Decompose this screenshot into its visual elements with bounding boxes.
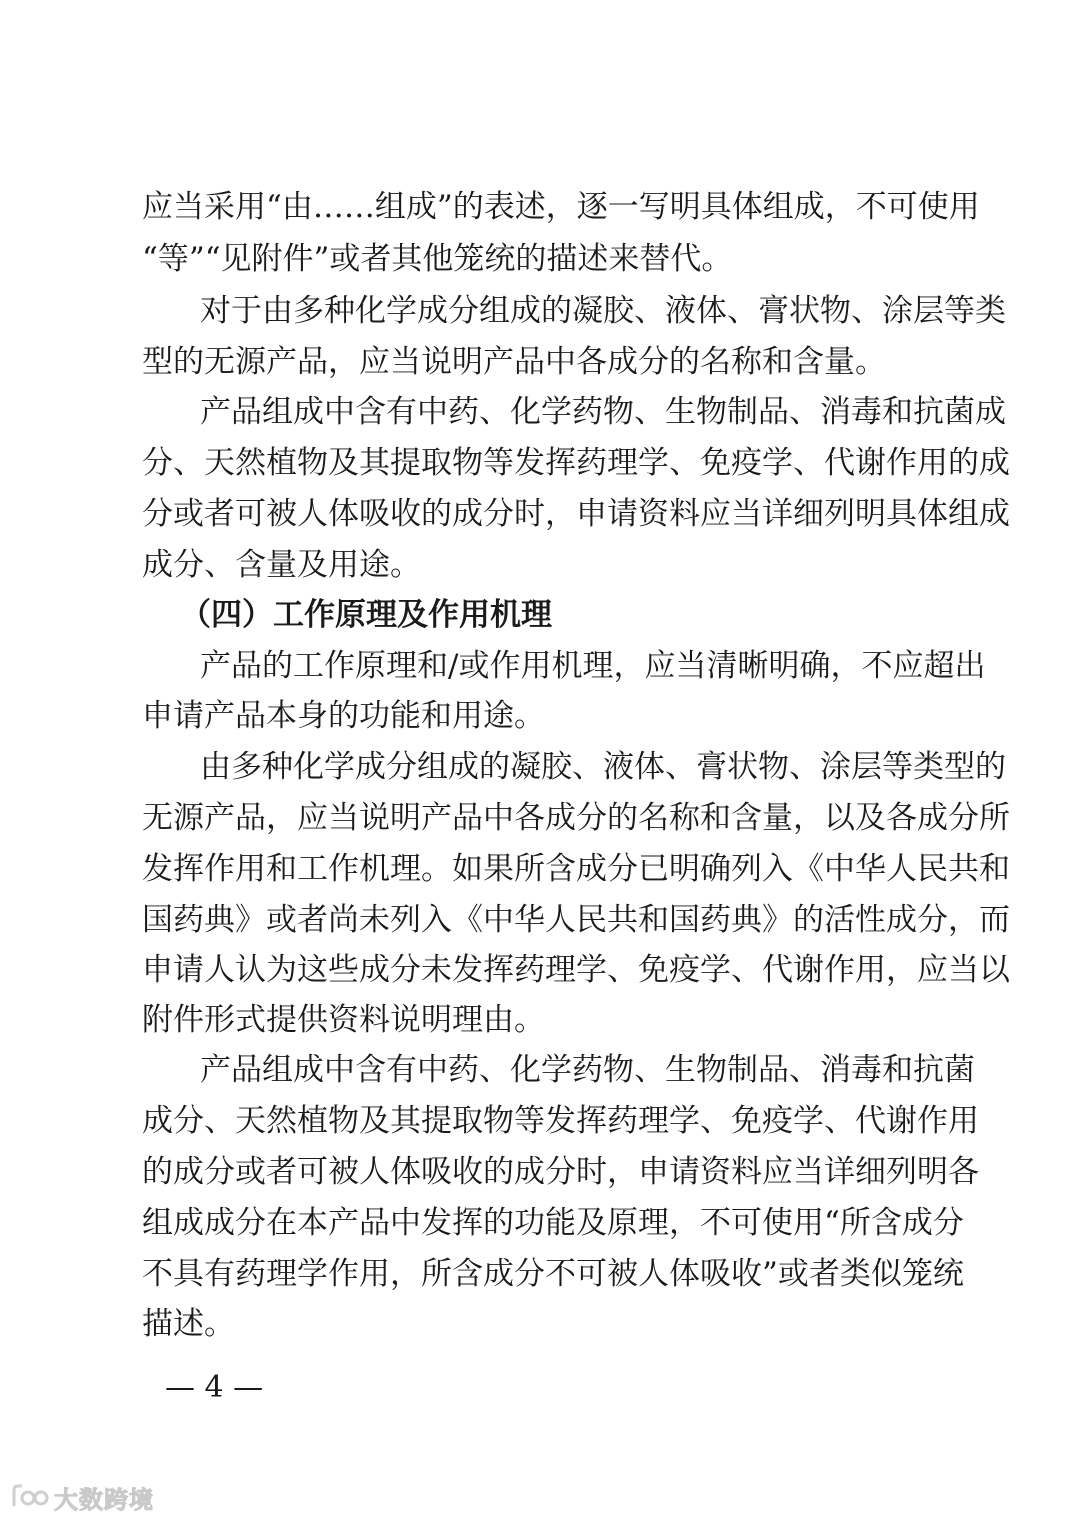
text-line: 应当采用“由……组成”的表述，逐一写明具体组成，不可使用 (142, 189, 980, 225)
text-line: 申请产品本身的功能和用途。 (142, 698, 545, 734)
watermark-logo-icon (10, 1482, 50, 1512)
text-line: 产品的工作原理和/或作用机理，应当清晰明确，不应超出 (200, 648, 986, 684)
text-line: 分或者可被人体吸收的成分时，申请资料应当详细列明具体组成 (142, 496, 1010, 532)
text-line: 附件形式提供资料说明理由。 (142, 1002, 545, 1038)
text-line: 发挥作用和工作机理。如果所含成分已明确列入《中华人民共和 (142, 851, 1010, 887)
text-line: “等”“见附件”或者其他笼统的描述来替代。 (142, 241, 733, 277)
watermark (10, 1480, 154, 1514)
page-number: — 4 — (165, 1370, 264, 1405)
text-line: 成分、天然植物及其提取物等发挥药理学、免疫学、代谢作用 (142, 1103, 979, 1139)
text-line: 组成成分在本产品中发挥的功能及原理，不可使用“所含成分 (142, 1205, 964, 1241)
text-line: 由多种化学成分组成的凝胶、液体、膏状物、涂层等类型的 (200, 749, 1006, 785)
text-line: 国药典》或者尚未列入《中华人民共和国药典》的活性成分，而 (142, 902, 1010, 938)
section-heading: （四）工作原理及作用机理 (180, 597, 552, 633)
text-line: 分、天然植物及其提取物等发挥药理学、免疫学、代谢作用的成 (142, 445, 1010, 481)
text-line: 的成分或者可被人体吸收的成分时，申请资料应当详细列明各 (142, 1154, 979, 1190)
text-line: 产品组成中含有中药、化学药物、生物制品、消毒和抗菌 (200, 1052, 975, 1088)
text-line: 成分、含量及用途。 (142, 547, 421, 583)
watermark-text: 大数跨境 (54, 1485, 154, 1514)
text-line: 无源产品，应当说明产品中各成分的名称和含量，以及各成分所 (142, 800, 1010, 836)
text-line: 产品组成中含有中药、化学药物、生物制品、消毒和抗菌成 (200, 394, 1006, 430)
text-line: 申请人认为这些成分未发挥药理学、免疫学、代谢作用，应当以 (142, 952, 1010, 988)
text-line: 对于由多种化学成分组成的凝胶、液体、膏状物、涂层等类 (200, 293, 1006, 329)
text-line: 型的无源产品，应当说明产品中各成分的名称和含量。 (142, 344, 886, 380)
text-line: 不具有药理学作用，所含成分不可被人体吸收”或者类似笼统 (142, 1256, 964, 1292)
text-line: 描述。 (142, 1306, 235, 1342)
